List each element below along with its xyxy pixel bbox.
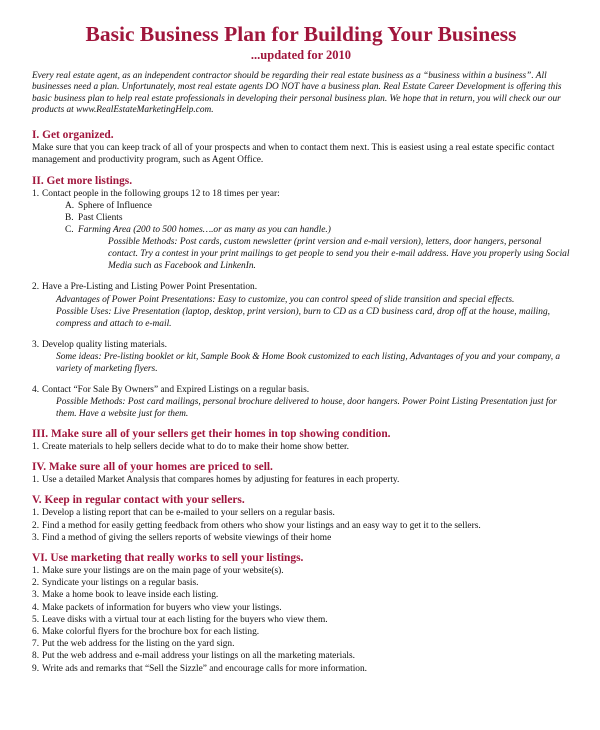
item-note: Possible Methods: Post cards, custom newsletter (print version and e-mail version), letters, door hangers, personal contact. Try a contest in your print mailings to get people to send you their e-mail address. Have you properly using Social Media such as Facebook and LinkenIn. bbox=[108, 237, 570, 272]
item-text: Syndicate your listings on a regular basis. bbox=[42, 578, 199, 589]
item-letter: B. bbox=[65, 213, 74, 224]
item-text: Put the web address and e-mail address your listings on all the marketing materials. bbox=[42, 651, 355, 662]
item-number: 2. bbox=[32, 578, 40, 589]
section-heading: I. Get organized. bbox=[32, 128, 114, 141]
document-title: Basic Business Plan for Building Your Business bbox=[85, 22, 517, 46]
sub-list-item bbox=[65, 200, 570, 212]
item-text: Make sure your listings are on the main page of your website(s). bbox=[42, 566, 284, 577]
section-heading: III. Make sure all of your sellers get their homes in top showing condition. bbox=[32, 428, 391, 441]
list-item bbox=[32, 384, 570, 396]
item-number: 6. bbox=[32, 627, 40, 638]
item-text: Find a method for easily getting feedback from others who show your listings and an easy way to get it to the sellers. bbox=[42, 520, 481, 531]
item-number: 3. bbox=[32, 590, 40, 601]
item-text: Make colorful flyers for the brochure box for each listing. bbox=[42, 627, 260, 638]
item-note: Some ideas: Pre-listing booklet or kit, Sample Book & Home Book customized to each listing, Advantages of you and your company, a variety of marketing flyers. bbox=[56, 351, 561, 374]
section-heading: V. Keep in regular contact with your sellers. bbox=[32, 494, 245, 507]
document-subtitle: ...updated for 2010 bbox=[250, 48, 352, 62]
list-item bbox=[32, 663, 570, 675]
list-item bbox=[32, 602, 570, 614]
item-text: Put the web address for the listing on the yard sign. bbox=[42, 639, 235, 650]
numbered-list bbox=[32, 188, 570, 200]
item-number: 5. bbox=[32, 614, 40, 625]
item-text: Find a method of giving the sellers reports of website viewings of their home bbox=[42, 532, 332, 543]
numbered-list bbox=[32, 507, 570, 544]
section-heading: VI. Use marketing that really works to sell your listings. bbox=[32, 552, 304, 565]
numbered-list bbox=[32, 565, 570, 675]
numbered-list bbox=[32, 281, 570, 293]
sub-list-item bbox=[65, 212, 570, 224]
item-text: Have a Pre-Listing and Listing Power Point Presentation. bbox=[42, 282, 258, 293]
list-item bbox=[32, 281, 570, 293]
section-2 bbox=[32, 175, 570, 420]
item-text: Develop a listing report that can be e-mailed to your sellers on a regular basis. bbox=[42, 508, 335, 519]
section-3 bbox=[32, 428, 570, 453]
item-text: Leave disks with a virtual tour at each listing for the buyers who view them. bbox=[42, 614, 328, 625]
section-4 bbox=[32, 461, 570, 486]
item-text: Make a home book to leave inside each listing. bbox=[42, 590, 219, 601]
list-item bbox=[32, 589, 570, 601]
section-body: Make sure that you can keep track of all of your prospects and when to contact them next. This is easiest using a real estate specific contact management and productivity program, such as Agent Office. bbox=[32, 142, 555, 165]
list-item bbox=[32, 188, 570, 200]
item-text: Contact “For Sale By Owners” and Expired Listings on a regular basis. bbox=[42, 384, 310, 395]
item-number: 1. bbox=[32, 188, 40, 199]
item-number: 4. bbox=[32, 602, 40, 613]
item-note: Possible Methods: Post card mailings, personal brochure delivered to house, door hangers. Power Point Listing Presentation just for them. Have a website just for them. bbox=[56, 397, 557, 420]
numbered-list bbox=[32, 384, 570, 396]
list-item bbox=[32, 565, 570, 577]
list-item bbox=[32, 441, 570, 453]
item-note: Possible Uses: Live Presentation (laptop, desktop, print version), burn to CD as a CD business card, drop off at the house, mailing, compress and attach to e-mail. bbox=[56, 306, 550, 329]
item-number: 8. bbox=[32, 651, 40, 662]
item-text: Contact people in the following groups 12 to 18 times per year: bbox=[42, 188, 280, 199]
list-item bbox=[32, 626, 570, 638]
numbered-list bbox=[32, 441, 570, 453]
list-item bbox=[32, 614, 570, 626]
item-letter: C. bbox=[65, 225, 74, 236]
section-5 bbox=[32, 494, 570, 544]
list-item bbox=[32, 638, 570, 650]
sub-list bbox=[32, 200, 570, 237]
item-number: 1. bbox=[32, 566, 40, 577]
list-item bbox=[32, 474, 570, 486]
numbered-list bbox=[32, 474, 570, 486]
list-item bbox=[32, 507, 570, 519]
section-1 bbox=[32, 129, 570, 166]
item-text: Farming Area (200 to 500 homes….or as many as you can handle.) bbox=[78, 225, 331, 236]
intro-paragraph: Every real estate agent, as an independent contractor should be regarding their real estate business as a “business within a business”. All businesses need a plan. Unfortunately, most real estate agents DO NOT have a business plan. Real Estate Career Development is offering this basic business plan to help real estate professionals in developing their personal business plan. We hope that in return, you will check our our products at www.RealEstateMarketingHelp.com. bbox=[32, 71, 562, 116]
item-text: Develop quality listing materials. bbox=[42, 339, 167, 350]
list-item bbox=[32, 650, 570, 662]
item-text: Past Clients bbox=[78, 213, 123, 224]
list-item bbox=[32, 520, 570, 532]
list-item bbox=[32, 339, 570, 351]
item-number: 3. bbox=[32, 339, 40, 350]
item-text: Write ads and remarks that “Sell the Sizzle” and encourage calls for more information. bbox=[42, 663, 368, 674]
item-number: 3. bbox=[32, 532, 40, 543]
numbered-list bbox=[32, 339, 570, 351]
section-heading: IV. Make sure all of your homes are priced to sell. bbox=[32, 461, 273, 474]
section-heading: II. Get more listings. bbox=[32, 174, 133, 187]
item-number: 9. bbox=[32, 663, 40, 674]
item-number: 2. bbox=[32, 282, 40, 293]
item-number: 7. bbox=[32, 639, 40, 650]
sub-list-item bbox=[65, 224, 570, 236]
item-text: Sphere of Influence bbox=[78, 200, 152, 211]
item-number: 2. bbox=[32, 520, 40, 531]
item-text: Make packets of information for buyers who view your listings. bbox=[42, 602, 282, 613]
list-item bbox=[32, 577, 570, 589]
item-number: 1. bbox=[32, 475, 40, 486]
item-text: Use a detailed Market Analysis that compares homes by adjusting for features in each property. bbox=[42, 475, 400, 486]
item-text: Create materials to help sellers decide what to do to make their home show better. bbox=[42, 442, 349, 453]
item-number: 1. bbox=[32, 442, 40, 453]
list-item bbox=[32, 532, 570, 544]
item-note: Advantages of Power Point Presentations: Easy to customize, you can control speed of slide transition and special effects. bbox=[56, 294, 515, 305]
item-number: 1. bbox=[32, 508, 40, 519]
item-number: 4. bbox=[32, 384, 40, 395]
section-6 bbox=[32, 552, 570, 675]
item-letter: A. bbox=[65, 200, 75, 211]
